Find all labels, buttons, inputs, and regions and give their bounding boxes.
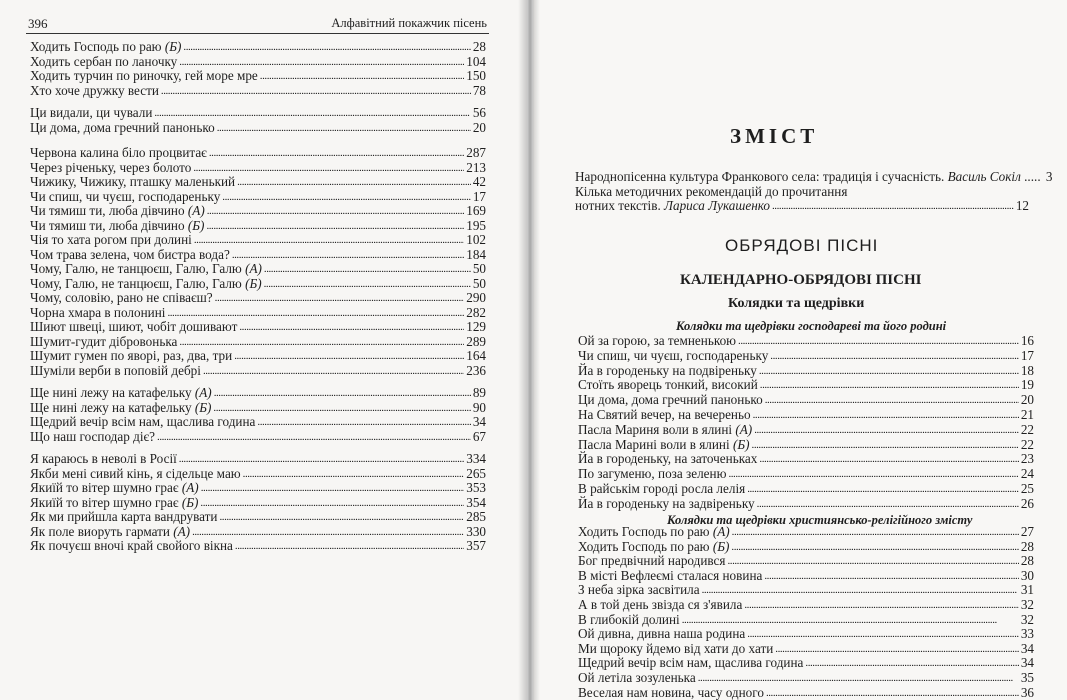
dot-leader (157, 429, 471, 444)
entry-variant: (А) (191, 385, 212, 400)
toc-title: ЗМІСТ (730, 124, 819, 148)
entry-page-number: 330 (466, 523, 486, 539)
index-entry (30, 306, 486, 320)
book-gutter (518, 0, 540, 700)
index-entry (30, 121, 486, 135)
entry-variant: (Б) (729, 436, 750, 452)
dot-leader (217, 120, 471, 135)
intro-entry-page: 3 (1045, 169, 1053, 184)
entry-title: Через річеньку, через болото (30, 159, 192, 175)
index-entry (578, 686, 1034, 700)
dot-leader (154, 105, 470, 120)
entry-title: Ще нині лежу на катафельку (Б) (30, 399, 212, 415)
index-entry (30, 161, 486, 175)
dot-leader (201, 480, 465, 495)
dot-leader (219, 509, 464, 524)
dot-leader (215, 290, 465, 305)
entry-title: Ци видали, ци чували (30, 105, 153, 120)
intro-entry-text: нотних текстів. (575, 198, 661, 213)
section-title: ОБРЯДОВІ ПІСНІ (725, 236, 879, 255)
entry-title: Що наш господар діє? (30, 428, 156, 444)
entry-title: Бог предвічний народився (578, 553, 726, 569)
entry-page-number: 17 (1020, 347, 1034, 363)
entry-page-number: 50 (472, 275, 486, 291)
index-entry (578, 452, 1034, 466)
dot-leader (770, 348, 1019, 363)
entry-title: Якби мені сивий кінь, я сідельце маю (30, 465, 241, 481)
dot-leader (193, 160, 464, 175)
index-entry (30, 349, 486, 363)
entry-title: Ходить Господь по раю (Б) (578, 538, 730, 554)
entry-title: Шиют швеці, шиют, чобіт дошивают (30, 319, 238, 334)
entry-page-number: 195 (466, 217, 486, 233)
index-entry (578, 627, 1034, 641)
entry-page-number: 20 (472, 119, 486, 135)
dot-leader (752, 437, 1019, 452)
index-entry (578, 583, 1034, 597)
entry-page-number: 34 (1020, 655, 1034, 671)
entry-variant: (Б) (178, 494, 199, 510)
index-entry (578, 642, 1034, 656)
entry-page-number: 21 (1020, 407, 1034, 422)
dot-leader (747, 481, 1019, 496)
entry-title: Якиїй то вітер шумно грає (Б) (30, 494, 199, 510)
intro-entry-text: Народнопісенна культура Франкового села: традиція і сучасність. (575, 169, 945, 184)
entry-variant: (Б) (161, 39, 182, 54)
intro-entry-text: Кілька методичних рекомендацій до прочитання (575, 184, 848, 199)
entry-page-number: 42 (472, 174, 486, 189)
entry-title: Ходить турчин по риночку, гей море мре (30, 68, 258, 83)
entry-variant: (А) (184, 203, 205, 218)
entry-page-number: 334 (466, 451, 486, 466)
index-entry (578, 378, 1034, 392)
dot-leader (209, 145, 464, 160)
dot-leader (759, 451, 1018, 466)
entry-title: Чорна хмара в полонині (30, 304, 166, 320)
dot-leader (207, 203, 464, 218)
dot-leader (732, 524, 1019, 539)
entry-title: Чому, Галю, не танцюєш, Галю, Галю (Б) (30, 275, 262, 291)
entry-variant: (Б) (241, 275, 262, 291)
dot-leader (183, 39, 470, 54)
entry-title: Як поле виоруть гармати (А) (30, 523, 191, 539)
dot-leader (759, 363, 1019, 378)
index-entry (30, 146, 486, 160)
index-entry (578, 438, 1034, 452)
dot-leader (682, 612, 1019, 627)
index-entry (578, 349, 1034, 363)
dot-leader (222, 189, 471, 204)
index-entry (578, 364, 1034, 378)
dot-leader (727, 553, 1018, 568)
dot-leader (775, 641, 1019, 656)
dot-leader (753, 407, 1019, 422)
entry-page-number: 213 (466, 159, 486, 175)
entry-title: З неба зірка засвітила (578, 582, 700, 598)
entry-title: А в той день звізда ся з'явила (578, 597, 743, 612)
entry-variant: (А) (169, 523, 191, 539)
header-rule (26, 33, 489, 34)
dot-leader (161, 83, 471, 98)
entry-title: Щедрий вечір всім нам, щаслива година (578, 655, 804, 671)
entry-page-number: 22 (1020, 436, 1034, 452)
dot-leader (738, 333, 1019, 348)
index-entry (30, 106, 486, 120)
index-entry (30, 248, 486, 262)
toc-intro-line-3 (575, 199, 1029, 213)
entry-page-number: 34 (1020, 640, 1034, 656)
index-entry (30, 386, 486, 400)
entry-page-number: 150 (466, 68, 486, 83)
index-entry (30, 291, 486, 305)
index-entry (30, 69, 486, 83)
index-entry (30, 277, 486, 291)
entry-variant: (А) (241, 261, 262, 276)
dot-leader (213, 400, 470, 415)
entry-page-number: 28 (1020, 553, 1034, 569)
entry-title: Хто хоче дружку вести (30, 82, 159, 98)
index-entry (578, 613, 1034, 627)
entry-title: Пасла Марині воли в ялині (Б) (578, 436, 750, 452)
entry-title: В глибокій долині (578, 611, 680, 627)
entry-page-number: 28 (472, 39, 486, 54)
entry-page-number: 169 (466, 203, 486, 218)
entry-page-number: 25 (1020, 481, 1034, 496)
entry-page-number: 28 (1020, 538, 1034, 554)
index-entry (578, 671, 1034, 685)
toc-intro-line-2 (575, 185, 847, 199)
index-entry (30, 415, 486, 429)
index-entry (578, 393, 1034, 407)
index-entry (578, 554, 1034, 568)
dot-leader (764, 568, 1018, 583)
dot-leader (766, 685, 1019, 700)
dot-leader (728, 466, 1018, 481)
entry-title: По загуменю, поза зеленю (578, 466, 727, 482)
entry-title: Чи тямиш ти, люба дівчино (Б) (30, 217, 205, 233)
dot-leader (235, 538, 464, 553)
entry-page-number: 22 (1020, 421, 1034, 437)
entry-title: Ходить сербан по ланочку (30, 53, 178, 69)
entry-page-number: 357 (466, 538, 486, 553)
dot-leader (260, 68, 464, 83)
dot-leader (232, 247, 464, 262)
entry-title: Ой за горою, за темненькою (578, 333, 737, 348)
entry-page-number: 89 (472, 385, 486, 400)
dot-leader (805, 655, 1018, 670)
entry-variant: (А) (732, 421, 753, 437)
index-entry (30, 204, 486, 218)
index-entry (30, 452, 486, 466)
index-entry (30, 40, 486, 54)
entry-title: Щедрий вечір всім нам, щаслива година (30, 414, 256, 429)
page-number: 396 (28, 16, 48, 31)
group-heading: Колядки та щедрівки господареві та його родині (676, 319, 947, 333)
entry-page-number: 35 (1020, 670, 1034, 685)
entry-title: Чи спиш, чи чуєш, господареньку (30, 188, 221, 204)
index-entry (30, 481, 486, 495)
entry-title: Ходить Господь по раю (А) (578, 524, 730, 539)
entry-page-number: 19 (1020, 377, 1034, 393)
entry-page-number: 32 (1020, 597, 1034, 612)
entry-page-number: 90 (472, 399, 486, 415)
entry-page-number: 78 (472, 82, 486, 98)
dot-leader (214, 385, 471, 400)
index-entry (30, 510, 486, 524)
entry-page-number: 33 (1020, 626, 1034, 642)
index-entry (30, 55, 486, 69)
index-entry (30, 364, 486, 378)
entry-page-number: 31 (1020, 582, 1034, 598)
index-entry (578, 467, 1034, 481)
index-entry (30, 401, 486, 415)
entry-page-number: 50 (472, 261, 486, 276)
dot-leader (744, 597, 1018, 612)
dot-leader (264, 261, 471, 276)
intro-entry-page: 12 (1015, 198, 1029, 213)
entry-title: Пасла Мариня воли в ялині (А) (578, 421, 753, 437)
index-entry (30, 430, 486, 444)
entry-title: Ще нині лежу на катафельку (А) (30, 385, 212, 400)
entry-page-number: 102 (466, 232, 486, 247)
entry-title: Ци дома, дома гречний панонько (30, 119, 215, 135)
dot-leader (765, 392, 1019, 407)
entry-page-number: 23 (1020, 451, 1034, 467)
entry-page-number: 34 (472, 414, 486, 429)
dot-leader (179, 54, 464, 69)
entry-page-number: 30 (1020, 567, 1034, 583)
entry-title: Ой летіла зозуленька (578, 670, 696, 685)
dot-leader (192, 524, 464, 539)
entry-title: Йа в городеньку на задвіреньку (578, 495, 755, 511)
index-entry (30, 190, 486, 204)
entry-variant: (А) (709, 524, 730, 539)
entry-page-number: 287 (466, 145, 486, 160)
dot-leader (203, 363, 464, 378)
index-entry (578, 408, 1034, 422)
dot-leader (698, 670, 1019, 685)
intro-entry-author: Лариса Лукашенко (664, 198, 770, 213)
index-entry (578, 497, 1034, 511)
index-entry (30, 496, 486, 510)
entry-variant: (А) (178, 480, 199, 495)
entry-page-number: 129 (466, 319, 486, 334)
running-head: Алфавітний покажчик пісень (331, 16, 487, 30)
dot-leader (731, 539, 1018, 554)
entry-page-number: 26 (1020, 495, 1034, 511)
index-entry (30, 320, 486, 334)
entry-title: Ци дома, дома гречний панонько (578, 392, 763, 408)
entry-variant: (Б) (191, 399, 212, 415)
entry-variant: (Б) (184, 217, 205, 233)
dot-leader (754, 422, 1019, 437)
dot-leader (179, 334, 464, 349)
dot-leader (264, 276, 471, 291)
entry-page-number: 36 (1020, 684, 1034, 700)
entry-title: В райськім городі росла лелія (578, 481, 746, 496)
index-entry (578, 423, 1034, 437)
dot-leader (757, 496, 1019, 511)
dot-leader (206, 218, 464, 233)
dot-leader (200, 495, 464, 510)
index-entry (578, 569, 1034, 583)
entry-title: Я караюсь в неволі в Росії (30, 451, 177, 466)
entry-title: Шумит гумен по яворі, раз, два, три (30, 348, 233, 363)
dot-leader (237, 174, 471, 189)
index-entry (30, 219, 486, 233)
entry-title: Чи спиш, чи чуєш, господареньку (578, 347, 769, 363)
entry-page-number: 17 (472, 188, 486, 204)
toc-intro-line-1: Народнопісенна культура Франкового села: традиція і сучасність. Василь Сокіл ..... 3 (575, 169, 1053, 184)
entry-page-number: 20 (1020, 392, 1034, 408)
entry-title: Червона калина біло процвитає (30, 145, 207, 160)
entry-title: Стоїть яворець тонкий, високий (578, 377, 758, 393)
entry-title: Чому, Галю, не танцюєш, Галю, Галю (А) (30, 261, 262, 276)
index-entry (30, 539, 486, 553)
entry-title: Ходить Господь по раю (Б) (30, 39, 182, 54)
entry-page-number: 285 (466, 509, 486, 524)
entry-page-number: 24 (1020, 466, 1034, 482)
entry-page-number: 290 (466, 290, 486, 305)
entry-title: В місті Вефлеємі сталася новина (578, 567, 763, 583)
entry-title: Чижику, Чижику, пташку маленький (30, 174, 236, 189)
entry-title: Йа в городеньку, на заточеньках (578, 451, 758, 467)
index-entry (30, 525, 486, 539)
dot-leader (194, 232, 464, 247)
index-entry (30, 467, 486, 481)
entry-variant: (Б) (709, 538, 730, 554)
dot-leader (243, 466, 465, 481)
index-entry (578, 656, 1034, 670)
index-entry (30, 335, 486, 349)
entry-title: Ой дивна, дивна наша родина (578, 626, 746, 642)
entry-page-number: 104 (466, 53, 486, 69)
entry-page-number: 289 (466, 333, 486, 349)
entry-title: Як почуєш вночі край свойого вікна (30, 538, 233, 553)
dot-leader (257, 414, 470, 429)
subsection-title: КАЛЕНДАРНО-ОБРЯДОВІ ПІСНІ (680, 272, 922, 288)
dot-leader (239, 319, 464, 334)
sub-subsection-title: Колядки та щедрівки (728, 296, 865, 311)
entry-page-number: 32 (1020, 611, 1034, 627)
entry-title: Як ми прийшла карта вандрувати (30, 509, 218, 524)
entry-title: На Святий вечер, на вечереньо (578, 407, 751, 422)
entry-title: Шумит-гудит дібровонька (30, 333, 178, 349)
entry-title: Якиїй то вітер шумно грає (А) (30, 480, 199, 495)
index-entry (30, 175, 486, 189)
entry-page-number: 56 (472, 105, 486, 120)
entry-title: Чом трава зелена, чом бистра вода? (30, 246, 230, 262)
entry-title: Шуміли верби в поповій дебрі (30, 362, 201, 378)
entry-page-number: 18 (1020, 362, 1034, 378)
intro-entry-author: Василь Сокіл (947, 169, 1021, 184)
dot-leader (772, 198, 1014, 213)
entry-page-number: 354 (466, 494, 486, 510)
index-entry (30, 84, 486, 98)
entry-page-number: 16 (1020, 333, 1034, 348)
entry-page-number: 164 (466, 348, 486, 363)
index-entry (30, 262, 486, 276)
entry-title: Йа в городеньку на подвіреньку (578, 362, 757, 378)
index-entry (578, 598, 1034, 612)
entry-title: Чи тямиш ти, люба дівчино (А) (30, 203, 205, 218)
dot-leader (234, 348, 464, 363)
entry-page-number: 282 (466, 304, 486, 320)
entry-page-number: 184 (466, 246, 486, 262)
dot-leader (702, 582, 1019, 597)
dot-leader (747, 626, 1019, 641)
entry-title: Чія то хата рогом при долині (30, 232, 192, 247)
dot-leader (760, 377, 1019, 392)
index-entry (578, 334, 1034, 348)
entry-page-number: 265 (466, 465, 486, 481)
entry-title: Веселая нам новина, часу одного (578, 684, 764, 700)
entry-page-number: 236 (466, 362, 486, 378)
entry-title: Ми щороку йдемо від хати до хати (578, 640, 774, 656)
left-page (0, 0, 527, 700)
index-entry (30, 233, 486, 247)
index-entry (578, 482, 1034, 496)
dot-leader (179, 451, 464, 466)
entry-title: Чому, соловію, рано не співаєш? (30, 290, 213, 305)
entry-page-number: 353 (466, 480, 486, 495)
index-entry (578, 540, 1034, 554)
index-entry (578, 525, 1034, 539)
entry-page-number: 27 (1020, 524, 1034, 539)
dot-leader (167, 305, 464, 320)
group-heading: Колядки та щедрівки християнсько-релігійного змісту (667, 513, 973, 527)
entry-page-number: 67 (472, 428, 486, 444)
